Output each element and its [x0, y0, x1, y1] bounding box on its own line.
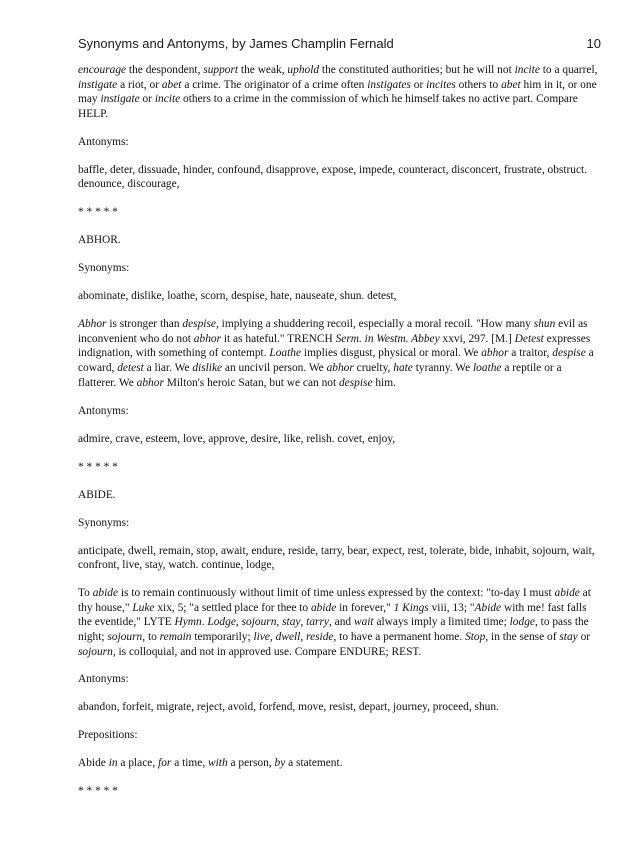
italic-term: instigates	[367, 78, 411, 91]
text-run: is stronger than	[106, 318, 183, 331]
continued-paragraph	[78, 63, 598, 121]
antonyms-list	[78, 163, 598, 192]
italic-term: in	[108, 757, 118, 770]
italic-term: instigate	[100, 93, 140, 106]
italic-term: despise	[182, 318, 216, 331]
italic-term: abhor	[193, 332, 222, 345]
text-run: ,	[300, 630, 307, 643]
italic-term: incite	[154, 93, 181, 106]
italic-term: Hymn	[174, 616, 202, 629]
document-body	[78, 63, 598, 812]
entry-heading	[78, 488, 598, 503]
text-run: a traitor,	[508, 347, 553, 360]
text-run: , in the sense of	[485, 630, 560, 643]
text-run: Synonyms:	[78, 516, 130, 529]
text-run: Antonyms:	[78, 404, 129, 417]
text-run: xxvi, 297. [M.]	[439, 332, 515, 345]
text-run: abominate, dislike, loathe, scorn, despise, hate, nauseate, shun. detest,	[78, 290, 397, 303]
italic-term: despise	[552, 347, 586, 360]
italic-term: abhor	[136, 376, 164, 389]
italic-term: incite	[514, 64, 540, 76]
text-run: , to pass the night;	[78, 616, 589, 643]
text-run: expresses indignation, with something of contempt.	[78, 332, 591, 360]
entry-paragraph	[78, 317, 598, 390]
italic-term: reside	[306, 630, 334, 643]
italic-term: instigate	[78, 78, 118, 91]
italic-term: despise	[338, 376, 373, 389]
text-run: , implying a shuddering recoil, especially a moral recoil. "How many	[215, 318, 534, 331]
italic-term: 1 Kings	[393, 601, 429, 614]
text-run: a reptile or a flatterer. We	[78, 362, 562, 389]
text-run: a person,	[227, 757, 275, 770]
italic-term: lodge	[509, 616, 535, 629]
italic-term: incites	[426, 78, 456, 91]
text-run: temporarily;	[191, 630, 254, 643]
text-run: a crime. The originator of a crime often	[181, 78, 368, 91]
header-title: Synonyms and Antonyms, by James Champlin Fernald	[78, 36, 394, 51]
text-run: him.	[372, 376, 396, 389]
text-run: the constituted authorities; but he will not	[319, 64, 515, 76]
italic-term: with	[208, 757, 228, 770]
text-run: him in it, or one may	[78, 78, 597, 106]
italic-term: dislike	[192, 362, 223, 375]
text-run: baffle, deter, dissuade, hinder, confound, disapprove, expose, impede, counteract, disconcert, frustrate, obstruct. denounce, discourage,	[78, 163, 588, 191]
text-run: Prepositions:	[78, 729, 138, 742]
text-run: abandon, forfeit, migrate, reject, avoid, forfend, move, resist, depart, journey, proceed, shun.	[78, 701, 499, 714]
text-run: the despondent,	[126, 64, 204, 76]
text-run: a riot, or	[117, 78, 162, 91]
text-run: ABIDE.	[78, 488, 116, 501]
separator	[78, 460, 598, 475]
text-run: * * * * *	[78, 206, 118, 219]
synonyms-list	[78, 289, 598, 304]
text-run: Milton's heroic Satan, but we can not	[163, 376, 339, 389]
italic-term: support	[203, 64, 239, 76]
text-run: , is colloquial, and not in approved use. Compare ENDURE; REST.	[112, 645, 422, 658]
text-run: a statement.	[285, 757, 343, 770]
italic-term: abide	[92, 587, 119, 600]
text-run: anticipate, dwell, remain, stop, await, endure, reside, tarry, bear, expect, rest, tolerate, bide, inhabit, sojourn, wait, confront, live, stay, watch. continue, lodge,	[78, 544, 595, 572]
italic-term: abet	[501, 78, 521, 91]
text-run: , to	[142, 630, 160, 643]
italic-term: live	[253, 630, 270, 643]
prepositions-text	[78, 756, 598, 771]
text-run: implies disgust, physical or moral. We	[301, 347, 482, 360]
synonyms-label	[78, 516, 598, 531]
italic-term: by	[274, 757, 286, 770]
text-run: an uncivil person. We	[222, 362, 327, 375]
text-run: in forever,"	[336, 601, 394, 614]
italic-term: abide	[310, 601, 337, 614]
italic-term: Lodge	[207, 616, 236, 629]
italic-term: shun	[533, 318, 556, 331]
text-run: ,	[300, 616, 307, 629]
text-run: is to remain continuously without limit of time unless expressed by the context: "to-day I must	[118, 587, 555, 600]
text-run: a liar. We	[143, 362, 193, 375]
text-run: it as hateful." TRENCH	[221, 332, 336, 345]
italic-term: sojourn	[241, 616, 277, 629]
italic-term: Loathe	[269, 347, 302, 360]
text-run: ,	[269, 630, 276, 643]
text-run: Antonyms:	[78, 135, 129, 148]
text-run: others to	[455, 78, 502, 91]
text-run: xix, 5; "a settled place for thee to	[154, 601, 311, 614]
separator	[78, 205, 598, 220]
italic-term: uphold	[287, 64, 320, 76]
text-run: viii, 13; "	[428, 601, 475, 614]
antonyms-label	[78, 672, 598, 687]
italic-term: dwell	[275, 630, 301, 643]
italic-term: for	[158, 757, 172, 770]
text-run: or	[577, 630, 591, 643]
italic-term: hate	[393, 362, 413, 375]
antonyms-list	[78, 700, 598, 715]
text-run: ,	[276, 616, 283, 629]
text-run: a place,	[117, 757, 159, 770]
text-run: a coward,	[78, 347, 594, 375]
italic-term: loathe	[473, 362, 502, 375]
text-run: the weak,	[238, 64, 288, 76]
italic-term: tarry	[306, 616, 329, 629]
page-number: 10	[586, 36, 601, 51]
text-run: with me! fast falls the eventide," LYTE	[78, 601, 587, 629]
antonyms-label	[78, 135, 598, 150]
text-run: always imply a limited time;	[373, 616, 510, 629]
text-run: evil as inconvenient who do not	[78, 318, 588, 345]
text-run: * * * * *	[78, 785, 118, 798]
antonyms-label	[78, 404, 598, 419]
italic-term: sojourn	[107, 630, 143, 643]
italic-term: encourage	[78, 64, 127, 76]
italic-term: abhor	[481, 347, 509, 360]
italic-term: Luke	[132, 601, 155, 614]
text-run: To	[78, 587, 93, 600]
text-run: or	[139, 93, 155, 106]
text-run: Abide	[78, 757, 109, 770]
italic-term: stay	[559, 630, 578, 643]
italic-term: Stop	[465, 630, 486, 643]
text-run: * * * * *	[78, 460, 118, 473]
synonyms-list	[78, 544, 598, 573]
text-run: ABHOR.	[78, 234, 121, 247]
italic-term: sojourn	[78, 645, 113, 658]
synonyms-label	[78, 261, 598, 276]
separator	[78, 784, 598, 799]
text-run: , to have a permanent home.	[333, 630, 466, 643]
italic-term: abhor	[326, 362, 354, 375]
text-run: , and	[328, 616, 354, 629]
text-run: at thy house,"	[78, 587, 591, 614]
italic-term: remain	[159, 630, 192, 643]
antonyms-list	[78, 432, 598, 447]
italic-term: stay	[282, 616, 301, 629]
text-run: admire, crave, esteem, love, approve, desire, like, relish. covet, enjoy,	[78, 432, 396, 445]
text-run: tyranny. We	[412, 362, 474, 375]
italic-term: abet	[161, 78, 182, 91]
italic-term: Abide	[474, 601, 502, 614]
italic-term: Detest	[514, 332, 544, 345]
text-run: Antonyms:	[78, 673, 129, 686]
italic-term: wait	[353, 616, 374, 629]
prepositions-label	[78, 728, 598, 743]
italic-term: Abhor	[78, 318, 107, 331]
text-run: or	[410, 78, 427, 91]
entry-heading	[78, 233, 598, 248]
text-run: cruelty,	[353, 362, 394, 375]
text-run: a time,	[171, 757, 209, 770]
text-run: to a quarrel,	[539, 64, 598, 76]
text-run: ,	[235, 616, 242, 629]
text-run: .	[201, 616, 208, 629]
entry-paragraph	[78, 586, 598, 659]
text-run: Synonyms:	[78, 262, 130, 275]
italic-term: abide	[554, 587, 580, 600]
text-run: others to a crime in the commission of which he himself takes no active part. Compare HELP.	[78, 93, 578, 120]
italic-term: Serm. in Westm. Abbey	[335, 332, 440, 345]
italic-term: detest	[117, 362, 144, 375]
